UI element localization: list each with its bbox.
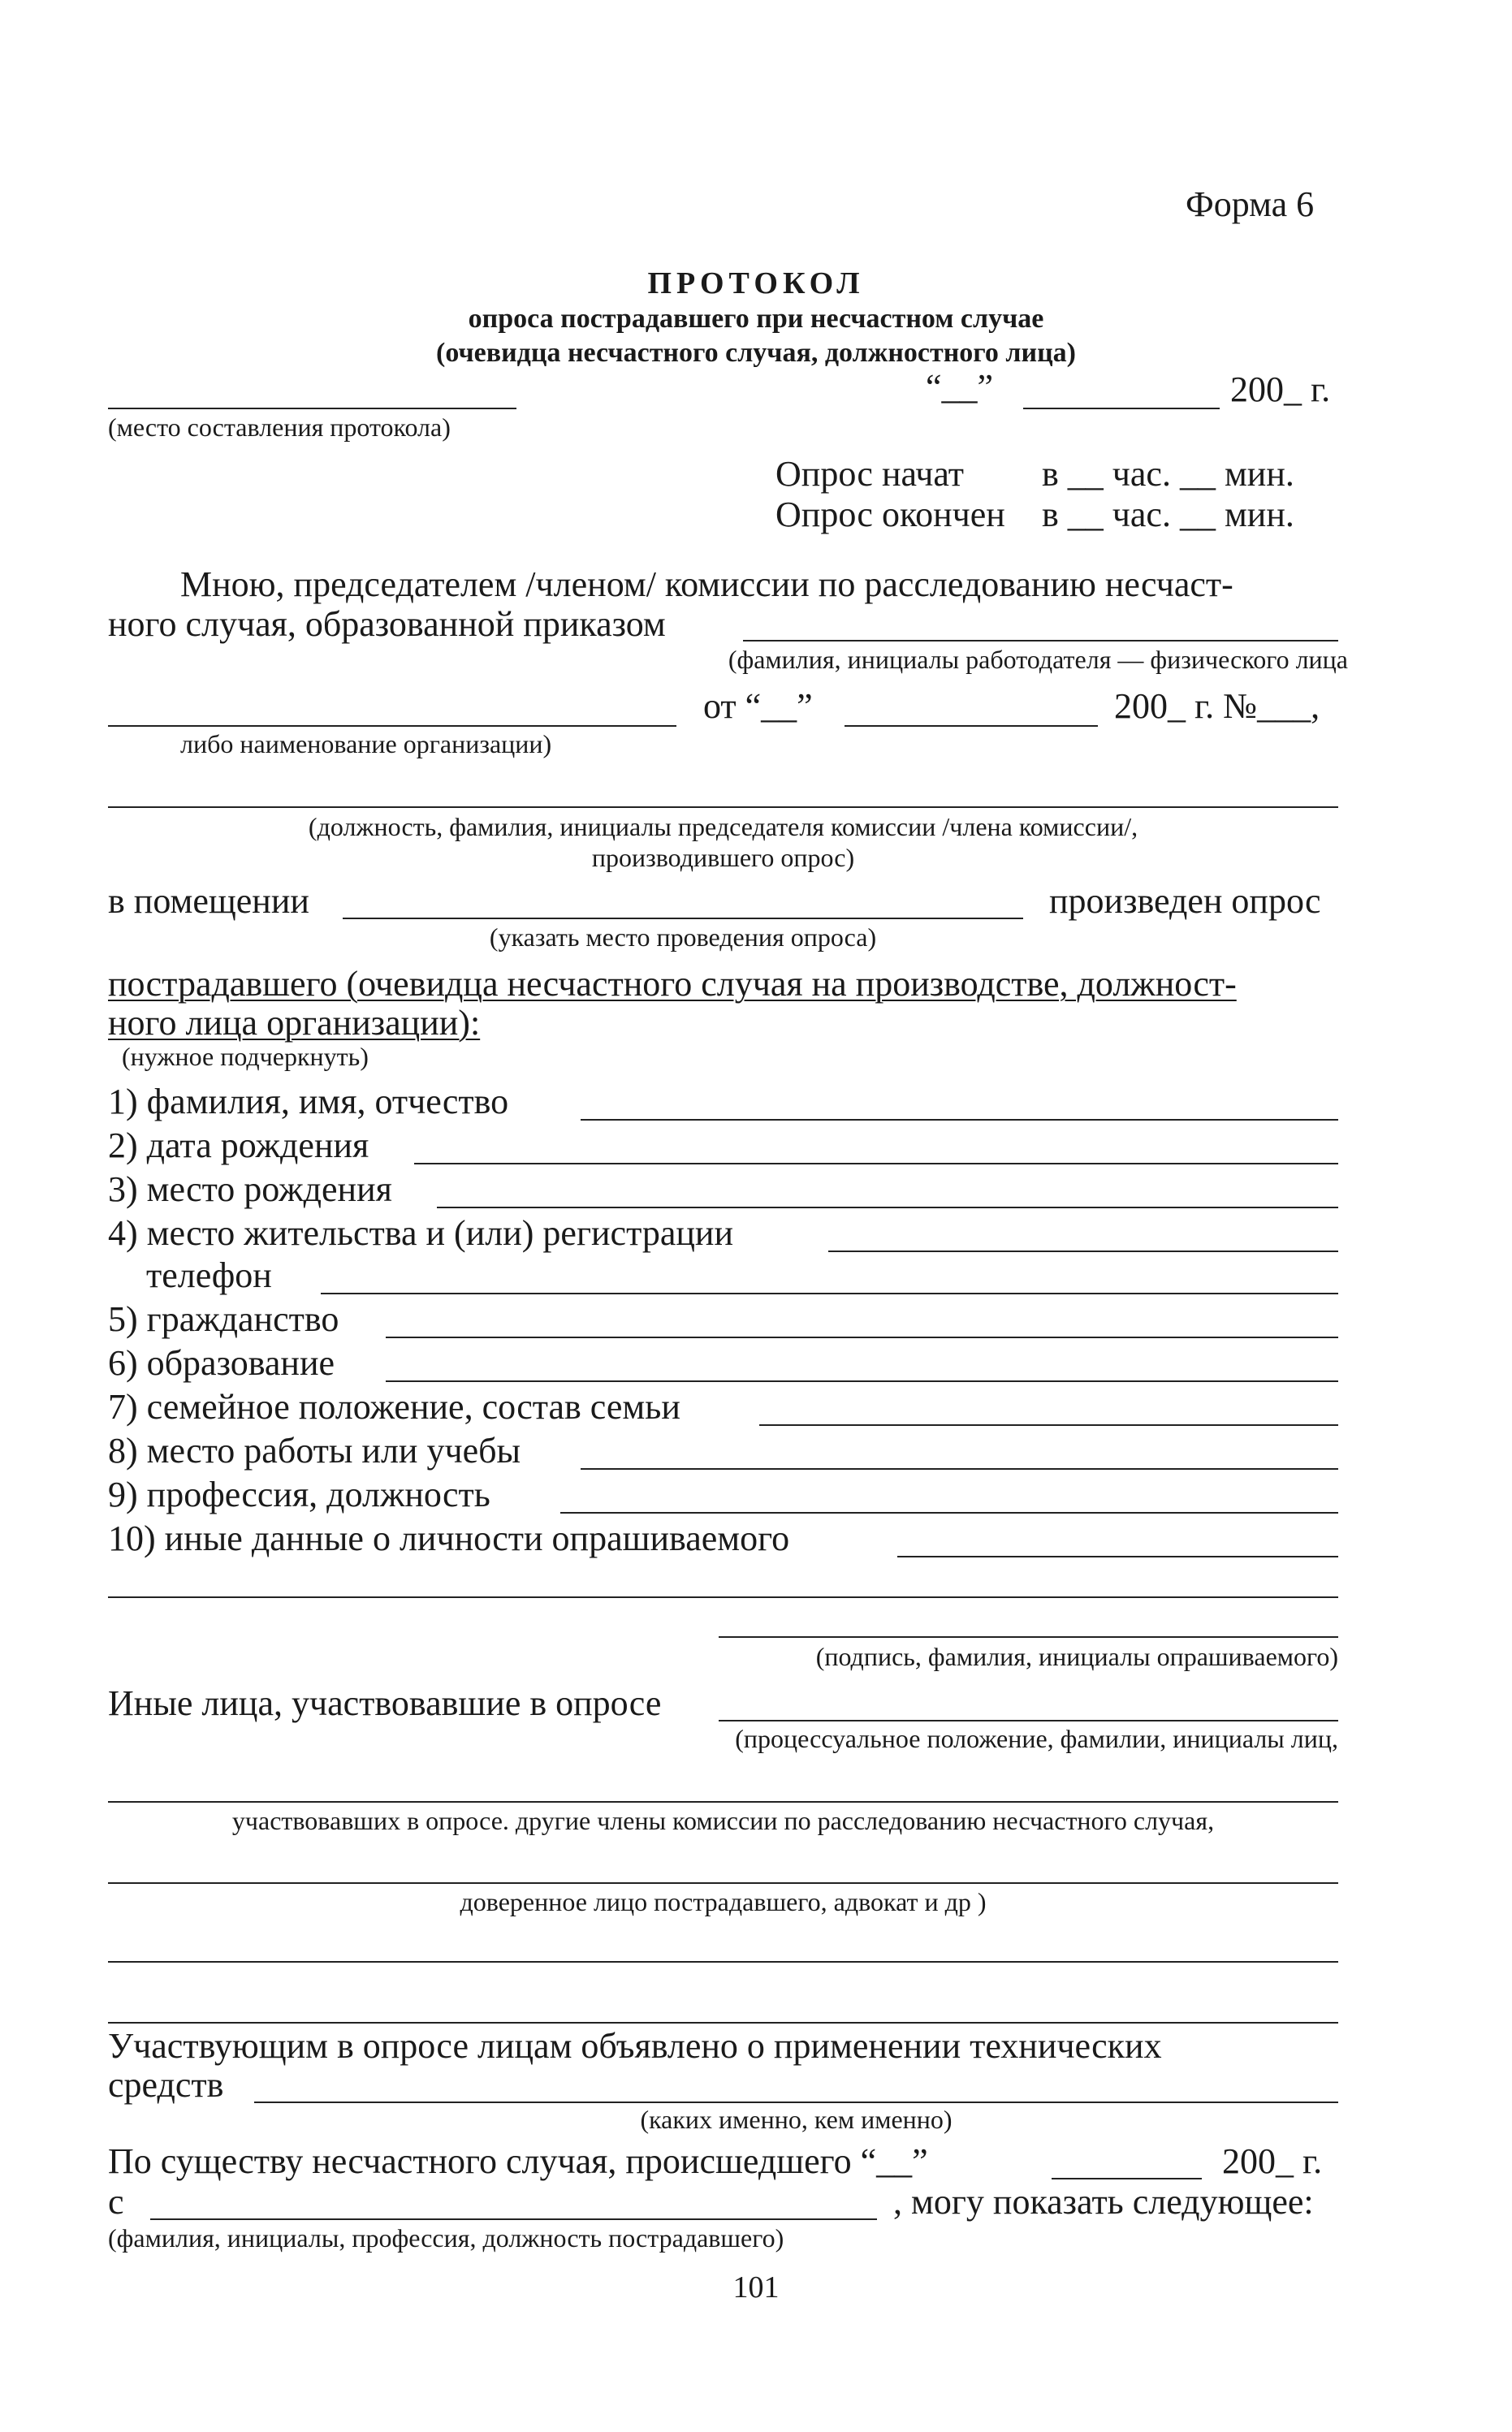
tech-line-2: средств (108, 2065, 224, 2105)
field-birth-date-label: 2) дата рождения (108, 1125, 369, 1165)
premises-result: произведен опрос (1049, 881, 1321, 921)
field-phone-label: телефон (146, 1255, 272, 1295)
field-residence-line[interactable] (828, 1251, 1338, 1252)
employer-caption-2: либо наименование организации) (180, 729, 552, 758)
field-birth-place-line[interactable] (437, 1207, 1338, 1208)
field-citizenship-label: 5) гражданство (108, 1299, 339, 1339)
field-birth-date-line[interactable] (414, 1163, 1338, 1164)
others-line-2[interactable] (108, 1801, 1338, 1803)
field-education-label: 6) образование (108, 1343, 335, 1383)
chair-field-line[interactable] (108, 806, 1338, 808)
intro-line-2: ного случая, образованной приказом (108, 604, 666, 644)
document-subtitle: опроса пострадавшего при несчастном случае (468, 304, 1044, 334)
essence-date-line[interactable] (1052, 2178, 1202, 2179)
form-number: Форма 6 (1186, 184, 1315, 224)
premises-label: в помещении (108, 881, 309, 921)
field-citizenship-line[interactable] (386, 1337, 1338, 1338)
field-full-name-line[interactable] (581, 1119, 1338, 1121)
premises-field-line[interactable] (343, 918, 1023, 919)
employer-field-line[interactable] (108, 725, 676, 727)
employer-caption-1: (фамилия, инициалы работодателя — физического лица (728, 645, 1348, 674)
intro-line-1: Мною, председателем /членом/ комиссии по расследованию несчаст- (180, 564, 1233, 604)
field-profession-label: 9) профессия, должность (108, 1475, 490, 1514)
others-caption-3: доверенное лицо пострадавшего, адвокат и др ) (460, 1887, 987, 1916)
others-caption-1: (процессуальное положение, фамилии, инициалы лиц, (735, 1724, 1338, 1753)
field-phone-line[interactable] (321, 1293, 1338, 1294)
document-subtitle-2: (очевидца несчастного случая, должностного лица) (436, 338, 1076, 368)
signature-line[interactable] (719, 1636, 1338, 1638)
field-other-data-line[interactable] (897, 1556, 1338, 1557)
essence-year: 200_ г. (1222, 2141, 1323, 2181)
field-workplace-label: 8) место работы или учебы (108, 1431, 521, 1471)
chair-caption-1: (должность, фамилия, инициалы председателя комиссии /члена комиссии/, (308, 812, 1138, 841)
document-title: ПРОТОКОЛ (647, 266, 865, 300)
essence-victim-line[interactable] (150, 2218, 877, 2220)
essence-end: , могу показать следующее: (893, 2182, 1314, 2222)
field-education-line[interactable] (386, 1380, 1338, 1382)
field-family-label: 7) семейное положение, состав семьи (108, 1387, 680, 1427)
victim-line-1: пострадавшего (очевидца несчастного случая на производстве, должност- (108, 964, 1237, 1004)
premises-caption: (указать место проведения опроса) (489, 922, 877, 952)
field-full-name-label: 1) фамилия, имя, отчество (108, 1082, 509, 1121)
field-other-data-line-2[interactable] (108, 1596, 1338, 1598)
order-number: 200_ г. №___, (1114, 686, 1320, 726)
place-caption: (место составления протокола) (108, 413, 451, 442)
others-line-5[interactable] (108, 2022, 1338, 2024)
others-line-4[interactable] (108, 1961, 1338, 1963)
essence-line-1: По существу несчастного случая, происшедшего “__” (108, 2141, 928, 2181)
essence-with: с (108, 2182, 124, 2222)
date-day-quotes: “__” (926, 367, 994, 407)
end-time: в __ час. __ мин. (1042, 495, 1294, 534)
tech-field-line[interactable] (254, 2102, 1338, 2103)
others-field-line[interactable] (719, 1720, 1338, 1721)
date-month-line[interactable] (1023, 408, 1220, 409)
essence-caption: (фамилия, инициалы, профессия, должность пострадавшего) (108, 2223, 784, 2253)
place-field-line[interactable] (108, 408, 516, 409)
field-workplace-line[interactable] (581, 1468, 1338, 1470)
order-from: от “__” (703, 686, 813, 726)
others-label: Иные лица, участвовавшие в опросе (108, 1683, 662, 1723)
tech-line-1: Участвующим в опросе лицам объявлено о применении технических (108, 2026, 1162, 2066)
page-number: 101 (732, 2270, 780, 2305)
underline-hint: (нужное подчеркнуть) (122, 1042, 369, 1071)
field-other-data-label: 10) иные данные о личности опрашиваемого (108, 1518, 790, 1558)
field-residence-label: 4) место жительства и (или) регистрации (108, 1213, 733, 1253)
field-profession-line[interactable] (560, 1512, 1338, 1514)
tech-caption: (каких именно, кем именно) (640, 2105, 953, 2134)
order-date-line[interactable] (845, 725, 1098, 727)
chair-caption-2: производившего опрос) (591, 843, 855, 872)
end-label: Опрос окончен (775, 495, 1005, 534)
field-family-line[interactable] (759, 1424, 1338, 1426)
victim-line-2: ного лица организации): (108, 1003, 481, 1043)
start-label: Опрос начат (775, 454, 965, 494)
signature-caption: (подпись, фамилия, инициалы опрашиваемого) (815, 1642, 1338, 1671)
field-birth-place-label: 3) место рождения (108, 1169, 392, 1209)
others-caption-2: участвовавших в опросе. другие члены комиссии по расследованию несчастного случая, (231, 1806, 1215, 1835)
start-time: в __ час. __ мин. (1042, 454, 1294, 494)
date-year: 200_ г. (1230, 369, 1331, 409)
others-line-3[interactable] (108, 1882, 1338, 1884)
order-field-line[interactable] (743, 640, 1338, 641)
